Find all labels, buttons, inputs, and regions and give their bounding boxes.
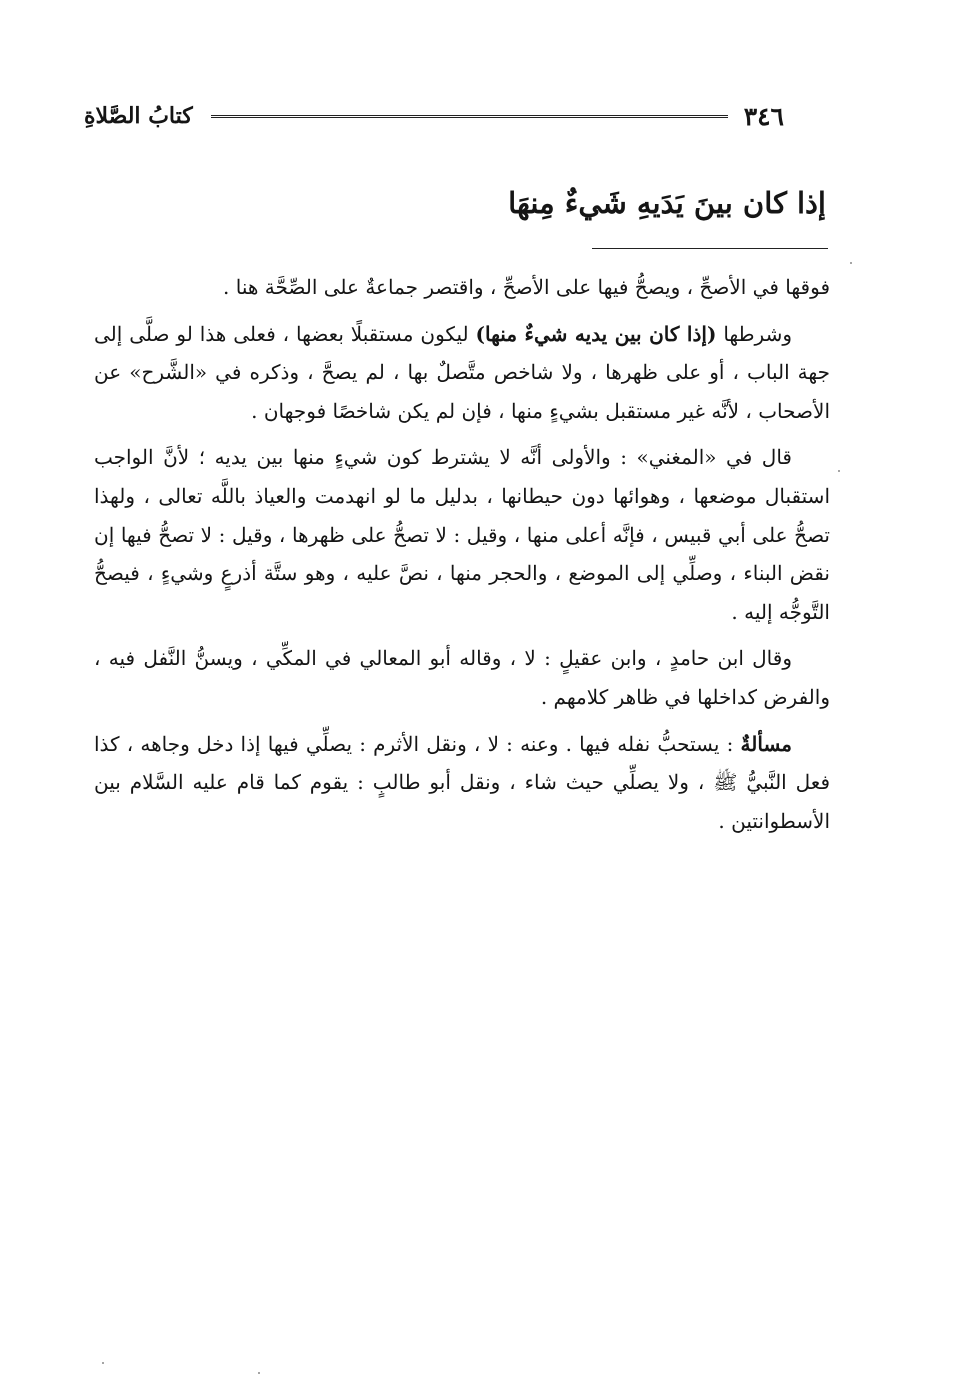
scan-speck — [258, 1372, 260, 1374]
paragraph-5-bold: مسألةٌ — [740, 731, 792, 756]
paragraph-5 — [94, 725, 830, 841]
body-text — [94, 268, 830, 848]
page-number: ٣٤٦ — [743, 101, 784, 131]
header-rule — [211, 115, 728, 118]
running-title: كتابُ الصَّلاةِ — [84, 103, 193, 129]
page-header — [84, 96, 784, 136]
paragraph-2-lead: وشرطها — [723, 321, 793, 346]
heading-rule — [592, 248, 828, 249]
paragraph-2-rest: ليكون مستقبلًا بعضها ، فعلى هذا لو صلَّى إلى جهة الباب ، أو على ظهرها ، ولا شاخص متَّصلٌ بها ، لم يصحَّ ، وذكره في «الشَّرح» عن الأصحاب ، لأنَّه غير مستقبل بشيءٍ منها ، فإن لم يكن شاخصًا فوجهان . — [94, 321, 830, 423]
paragraph-1: فوقها في الأصحِّ ، ويصحُّ فيها على الأصحِّ ، واقتصر جماعةٌ على الصِّحَّة هنا . — [223, 275, 830, 299]
scan-speck — [838, 470, 840, 472]
paragraph-2 — [94, 315, 830, 431]
paragraph-3: قال في «المغني» : والأولى أنَّه لا يشترط كون شيءٍ منها بين يديه ؛ لأنَّ الواجب استقبال موضعها ، وهوائها دون حيطانها ، بدليل ما لو انهدمت والعياذ باللَّه تعالى ، ولهذا تصحُّ على أبي قبيس ، فإنَّه أعلى منها ، وقيل : لا تصحُّ على ظهرها ، وقيل : لا تصحُّ فيها إن نقض البناء ، وصلِّي إلى الموضع ، والحجر منها ، نصَّ عليه ، وهو ستَّة أذرعٍ وشيءٍ ، فيصحُّ التَّوجُّه إليه . — [94, 445, 830, 624]
section-heading: إذا كان بينَ يَدَيهِ شَيءٌ مِنهَا — [508, 186, 826, 220]
paragraph-4: وقال ابن حامدٍ ، وابن عقيلٍ : لا ، وقاله أبو المعالي في المكِّي ، ويسنُّ النَّفل فيه ، والفرض كداخلها في ظاهر كلامهم . — [94, 646, 830, 709]
paragraph-2-bold: (إذا كان بين يديه شيءٌ منها) — [475, 321, 717, 346]
paragraph-5-rest: : يستحبُّ نفله فيها . وعنه : لا ، ونقل الأثرم : يصلِّي فيها إذا دخل وجاهه ، كذا فعل النَّبيُّ ﷺ ، ولا يصلِّي حيث شاء ، ونقل أبو طالبٍ : يقوم كما قام عليه السَّلام بين الأسطوانتين . — [94, 731, 830, 833]
scan-speck — [102, 1362, 104, 1364]
scan-speck — [850, 262, 852, 264]
